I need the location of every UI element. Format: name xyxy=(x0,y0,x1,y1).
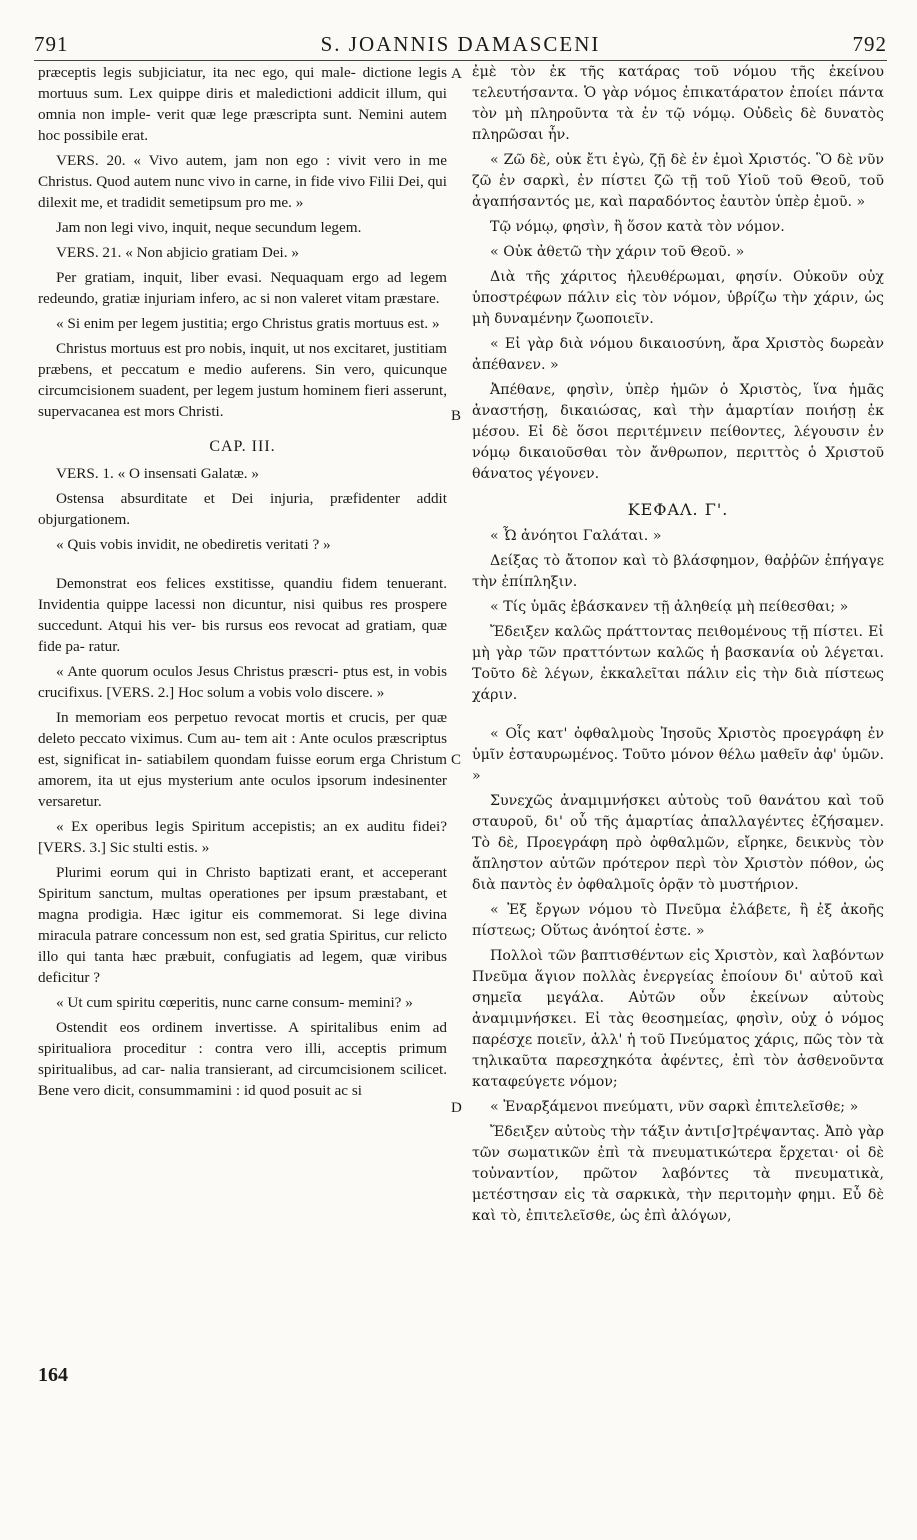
latin-paragraph: In memoriam eos perpetuo revocat mortis et crucis, per quæ deleto peccato viximus. Cum au- tem ait : Ante oculos præscriptus est, significat in- satiabilem quondam fuisse eorum erga Christum amorem, ita ut ejus mysterium ante oculos ipsorum indesinenter versaretur. xyxy=(38,709,447,810)
greek-paragraph: « Οἷς κατ' ὀφθαλμοὺς Ἰησοῦς Χριστὸς προεγράφη ἐν ὑμῖν ἐσταυρωμένος. Τοῦτο μόνον θέλω μαθεῖν ἀφ' ὑμῶν. » xyxy=(472,726,884,784)
margin-letter-b: B xyxy=(451,408,462,424)
running-title: S. JOANNIS DAMASCENI xyxy=(320,32,601,56)
greek-paragraph: Ἀπέθανε, φησὶν, ὑπὲρ ἡμῶν ὁ Χριστὸς, ἵνα ἡμᾶς ἀναστήσῃ, δικαιώσας, καὶ τὴν ἁμαρτίαν ποιήσῃ ἐκ μέσου. Εἰ δὲ ὅσοι περιτέμνειν πείθοντες, λέγουσιν ἐν νόμῳ δικαιοῦσθαι τὸν ἄνθρωπον, περιττὸς ὁ Χριστοῦ θάνατος γέγονεν. xyxy=(472,382,884,482)
latin-paragraph: præceptis legis subjiciatur, ita nec ego, qui male- dictione legis mortuus sum. Lex quippe diris et maledictioni addicit illum, qui omnia non imple- verit quæ lege præscripta sunt. Nemini autem hoc possibile erat. xyxy=(38,64,447,144)
greek-paragraph: « Ζῶ δὲ, οὐκ ἔτι ἐγὼ, ζῇ δὲ ἐν ἐμοὶ Χριστός. Ὃ δὲ νῦν ζῶ ἐν σαρκὶ, ἐν πίστει ζῶ τῇ τοῦ Υἱοῦ τοῦ Θεοῦ, τοῦ ἀγαπήσαντός με, καὶ παραδόντος ἑαυτὸν ὑπὲρ ἐμοῦ. » xyxy=(472,152,884,210)
latin-paragraph: Ostensa absurditate et Dei injuria, præfidenter addit objurgationem. xyxy=(38,490,447,528)
greek-paragraph: « Τίς ὑμᾶς ἐβάσκανεν τῇ ἀληθείᾳ μὴ πείθεσθαι; » xyxy=(490,599,849,615)
latin-paragraph: Jam non legi vivo, inquit, neque secundum legem. xyxy=(56,219,362,236)
page-header xyxy=(34,22,887,58)
latin-paragraph: Ostendit eos ordinem invertisse. A spiritalibus enim ad spiritualiora proceditur : contra vero illi, acceptis primum spiritualibus, ad car- nalia transierant, ad circumcisionem scilicet. Bene vero dicit, consummamini : id quod posuit ac si xyxy=(38,1019,447,1099)
greek-paragraph: Τῷ νόμῳ, φησὶν, ἢ ὅσον κατὰ τὸν νόμον. xyxy=(490,219,785,235)
latin-paragraph: « Ex operibus legis Spiritum accepistis; an ex auditu fidei? [VERS. 3.] Sic stulti estis. » xyxy=(38,818,447,856)
greek-paragraph: « Οὐκ ἀθετῶ τὴν χάριν τοῦ Θεοῦ. » xyxy=(490,244,745,260)
latin-paragraph: Demonstrat eos felices exstitisse, quandiu fidem tenuerant. Invidentia quippe lacessi non dicuntur, nisi quibus res prospere succedunt. Atqui his ver- bis rursus eos revocat ad gratiam, quæ fide pa- ratur. xyxy=(38,575,447,655)
greek-paragraph: « Ὦ ἀνόητοι Γαλάται. » xyxy=(490,528,662,544)
page-number-right: 792 xyxy=(852,32,887,56)
latin-paragraph: Plurimi eorum qui in Christo baptizati erant, et acceperant Spiritum sanctum, multas operationes per ipsum præstabant, et magna prodigia. Hæc igitur eis commemorat. Si lege divina miracula patrare concessum non est, sed gratia Spiritus, cur relicto illo qui tanta hæc præbuit, confugiatis ad legem, quæ viribus deficitur ? xyxy=(38,864,447,986)
header-rule xyxy=(34,60,887,61)
greek-paragraph: Ἔδειξεν καλῶς πράττοντας πειθομένους τῇ πίστει. Εἰ μὴ γὰρ τῶν πραττόντων καλῶς ἡ βασκανία οὐ λέγεται. Τοῦτο δὲ λέγων, ἐκκαλεῖται πάλιν εἰς τὴν διὰ πίστεως χάριν. xyxy=(472,624,884,703)
latin-paragraph: « Si enim per legem justitia; ergo Christus gratis mortuus est. » xyxy=(56,315,440,332)
greek-paragraph: Συνεχῶς ἀναμιμνήσκει αὐτοὺς τοῦ θανάτου καὶ τοῦ σταυροῦ, δι' οὗ τῆς ἁμαρτίας ἀπαλλαγέντες ἐζήσαμεν. Τὸ δὲ, Προεγράφη πρὸ ὀφθαλμῶν, εἴρηκε, δεικνὺς τὸν ἄπληστον αὐτῶν πρότερον περὶ τὸν Χριστὸν πόθον, ὡς διὰ παντὸς ἐν ὀφθαλμοῖς ὁρᾷν τὸ μυστήριον. xyxy=(472,793,884,893)
latin-paragraph: Christus mortuus est pro nobis, inquit, ut nos excitaret, justitiam præbens, et peccatum e medio auferens. Sin vero, quicunque circumcisionem suadent, per legem justum hominem fieri asserunt, supervacanea est mors Christi. xyxy=(38,340,447,420)
greek-paragraph: Διὰ τῆς χάριτος ἠλευθέρωμαι, φησίν. Οὐκοῦν οὐχ ὑποστρέφων πάλιν εἰς τὸν νόμον, ὑβρίζω τὴν χάριν, ὡς μὴ δυναμένην ζωοποιεῖν. xyxy=(472,269,884,327)
greek-paragraph: Ἔδειξεν αὐτοὺς τὴν τάξιν ἀντι[σ]τρέψαντας. Ἀπὸ γὰρ τῶν σωματικῶν ἐπὶ τὰ πνευματικώτερα ἔρχεται· οἱ δὲ τοὐναντίον, πρῶτον λαβόντες τὰ πνευματικὰ, μετέστησαν εἰς τὰ σαρκικὰ, τὴν περιτομὴν φημι. Εὖ δὲ καὶ τὸ, ἐπιτελεῖσθε, ὡς ἐπὶ ἀλόγων, xyxy=(472,1124,884,1224)
latin-chapter-heading: CAP. III. xyxy=(209,438,276,455)
margin-letter-c: C xyxy=(451,752,462,768)
margin-number: 164 xyxy=(38,1364,68,1386)
latin-paragraph: Per gratiam, inquit, liber evasi. Nequaquam ergo ad legem redeundo, gratiæ injuriam infero, ac si non valeret vitam præstare. xyxy=(38,269,447,307)
greek-paragraph: « Ἐναρξάμενοι πνεύματι, νῦν σαρκὶ ἐπιτελεῖσθε; » xyxy=(490,1099,859,1115)
greek-column xyxy=(472,62,884,1457)
greek-paragraph: ἐμὲ τὸν ἐκ τῆς κατάρας τοῦ νόμου τῆς ἐκείνου τελευτήσαντα. Ὁ γὰρ νόμος ἐπικατάρατον ἐποίει πάντα τὸν μὴ πληροῦντα τὰ ἐν τῷ νόμῳ. Οὐδεὶς δὲ δυνατὸς πληρῶσαι ἦν. xyxy=(472,64,884,143)
greek-paragraph: « Εἰ γὰρ διὰ νόμου δικαιοσύνη, ἄρα Χριστὸς δωρεὰν ἀπέθανεν. » xyxy=(472,336,884,373)
latin-column xyxy=(38,62,447,1457)
latin-paragraph: VERS. 20. « Vivo autem, jam non ego : vivit vero in me Christus. Quod autem nunc vivo in carne, in fide vivo Filii Dei, qui dilexit me, et tradidit semetipsum pro me. » xyxy=(38,152,447,211)
greek-paragraph: Δείξας τὸ ἄτοπον καὶ τὸ βλάσφημον, θαῤῥῶν ἐπήγαγε τὴν ἐπίπληξιν. xyxy=(472,553,884,590)
margin-letter-d: D xyxy=(451,1100,462,1116)
page-number-left: 791 xyxy=(34,32,69,56)
latin-paragraph: « Ut cum spiritu cœperitis, nunc carne consum- memini? » xyxy=(56,994,413,1011)
greek-paragraph: « Ἐξ ἔργων νόμου τὸ Πνεῦμα ἐλάβετε, ἢ ἐξ ἀκοῆς πίστεως; Οὕτως ἀνόητοί ἐστε. » xyxy=(472,902,884,939)
greek-chapter-heading: ΚΕΦΑΛ. Γ'. xyxy=(627,500,729,519)
greek-paragraph: Πολλοὶ τῶν βαπτισθέντων εἰς Χριστὸν, καὶ λαβόντων Πνεῦμα ἅγιον πολλὰς ἐνεργείας ἐποίουν δι' αὐτοῦ καὶ σημεῖα μεγάλα. Αὐτῶν οὖν ἐκείνων αὐτοὺς ἀναμιμνήσκει. Εἰ τὰς θεοσημείας, φησὶν, οὐχ ὁ νόμος παρέσχε ποιεῖν, ἀλλ' ἡ τοῦ Πνεύματος χάρις, πῶς τὸν τὰ τηλικαῦτα παρεσχηκότα ἀφέντες, ἐπὶ τὸν ἀσθενοῦντα καταφεύγετε νόμον; xyxy=(472,948,884,1090)
latin-paragraph: VERS. 1. « O insensati Galatæ. » xyxy=(56,465,259,482)
margin-letter-a: A xyxy=(451,66,462,82)
latin-paragraph: « Quis vobis invidit, ne obediretis veritati ? » xyxy=(56,536,331,553)
latin-paragraph: « Ante quorum oculos Jesus Christus præscri- ptus est, in vobis crucifixus. [VERS. 2.] Hoc solum a vobis volo discere. » xyxy=(38,663,447,701)
latin-paragraph: VERS. 21. « Non abjicio gratiam Dei. » xyxy=(56,244,299,261)
